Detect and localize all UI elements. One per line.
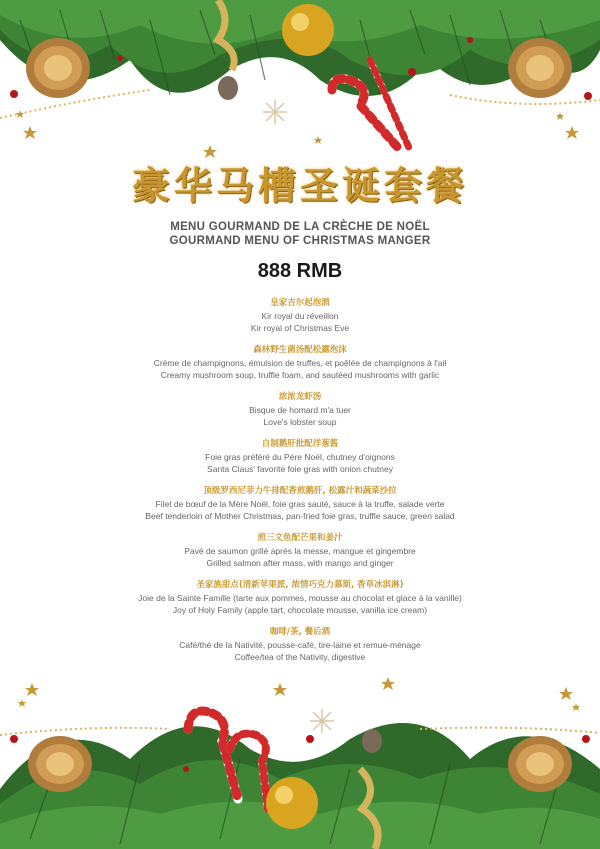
gold-bead-garland [0,728,600,735]
course-title-chinese: 浓浓龙虾汤 [278,392,322,402]
gold-star-icon [18,677,580,711]
course-title-chinese: 圣家族甜点(清新苹果派, 浓情巧克力慕斯, 香草冰淇淋) [196,580,404,590]
pinecone-icon [28,736,92,792]
course-item [0,485,600,522]
course-item [0,626,600,663]
course-item [0,344,600,381]
course-desc-french: Café/thé de la Nativité, pousse-café, tire-laine et remue-ménage [179,640,421,650]
course-desc-english: Kir royal of Christmas Eve [250,323,350,333]
course-item [0,297,600,334]
bottom-christmas-garland [0,669,600,849]
course-title-chinese: 森林野生菌汤配松露泡沫 [253,345,347,355]
pinecone-icon [26,38,90,98]
top-christmas-garland [0,0,600,170]
menu-price: 888 RMB [257,260,343,282]
snowflake-icon [310,709,334,733]
course-desc-french: Joie de la Sainte Famille (tarte aux pommes, mousse au chocolat et glace à la vanille) [138,593,462,603]
course-item [0,438,600,475]
pinecone-icon [508,736,572,792]
gold-ornament-icon [266,777,318,829]
course-desc-french: Crème de champignons, émulsion de truffes, et poêlée de champignons à l'ail [153,358,447,368]
page-title: 豪华马槽圣诞套餐 [131,163,468,208]
gold-bead-garland [0,90,600,118]
course-desc-french: Filet de bœuf de la Mère Noël, foie gras sauté, sauce à la truffe, salade verte [155,499,445,509]
course-desc-english: Coffee/tea of the Nativity, digestive [234,652,366,662]
course-desc-french: Bisque de homard m'a tuer [249,405,351,415]
course-item [0,391,600,428]
course-desc-english: Grilled salmon after mass, with mango and ginger [206,558,394,568]
course-title-chinese: 自制鹅肝批配洋葱酱 [261,439,339,449]
snowflake-icon [263,100,287,124]
course-title-chinese: 煎三文鱼配芒果和姜汁 [257,533,343,543]
course-title-chinese: 顶级罗西尼菲力牛排配香煎鹅肝, 松露汁和蔬菜沙拉 [203,486,397,496]
pinecone-icon [362,729,382,753]
course-desc-english: Joy of Holy Family (apple tart, chocolate mousse, vanilla ice cream) [172,605,428,615]
course-desc-english: Love's lobster soup [263,417,337,427]
course-desc-english: Santa Claus' favorite foie gras with onion chutney [207,464,393,474]
gold-ornament-icon [282,4,334,56]
course-desc-french: Kir royal du réveillon [261,311,339,321]
course-desc-french: Foie gras préféré du Père Noël, chutney d'oignons [205,452,395,462]
course-title-chinese: 皇家吉尔起泡酒 [270,298,330,308]
course-desc-english: Creamy mushroom soup, truffle foam, and sautéed mushrooms with garlic [160,370,440,380]
course-item [0,532,600,569]
pinecone-icon [508,38,572,98]
course-title-chinese: 咖啡/茶, 餐后酒 [269,627,331,637]
subtitle-french: MENU GOURMAND DE LA CRÈCHE DE NOËL [170,221,430,233]
subtitle-english: GOURMAND MENU OF CHRISTMAS MANGER [169,235,431,247]
course-item [0,579,600,616]
course-desc-english: Beef tenderloin of Mother Christmas, pan-fried foie gras, truffle sauce, green salad [145,511,455,521]
course-desc-french: Pavé de saumon grillé après la messe, mangue et gingembre [184,546,416,556]
menu-content [0,150,600,673]
pinecone-icon [218,76,238,100]
